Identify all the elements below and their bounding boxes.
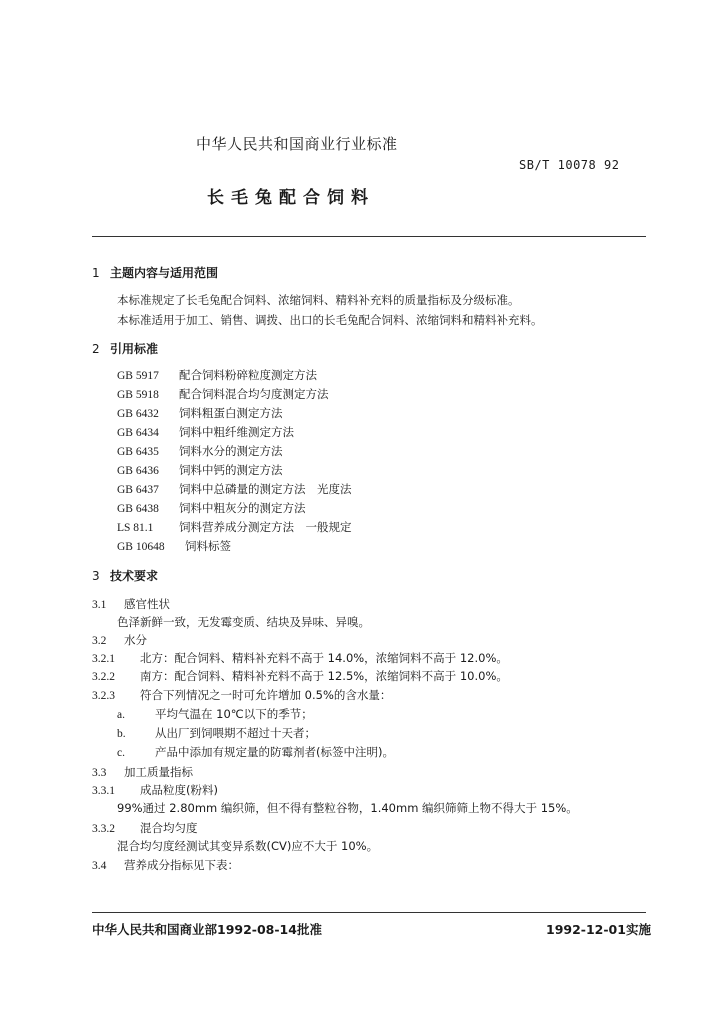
- clause-number: 3.3.2: [92, 823, 115, 835]
- clause-title: 营养成分指标见下表：: [124, 858, 239, 872]
- section-2-heading: [92, 340, 158, 357]
- clause-3-2: [92, 632, 147, 648]
- clause-number: 3.2: [92, 635, 107, 647]
- clause-number: 3.3: [92, 767, 107, 779]
- list-letter: c.: [117, 747, 125, 759]
- reference-name: 饲料中粗纤维测定方法: [179, 425, 294, 439]
- clause-number: 3.3.1: [92, 785, 115, 797]
- section-title: 主题内容与适用范围: [110, 266, 219, 280]
- clause-3-4: [92, 857, 239, 873]
- reference-code: GB 6435: [117, 446, 159, 458]
- reference-item: [117, 462, 283, 478]
- clause-3-2-2: [92, 668, 508, 684]
- list-letter: a.: [117, 709, 125, 721]
- clause-text: 符合下列情况之一时可允许增加 0.5%的含水量：: [140, 688, 392, 702]
- clause-3-3-1: [92, 782, 218, 798]
- reference-item: [117, 500, 306, 516]
- top-divider: [92, 236, 646, 237]
- clause-title: 加工质量指标: [124, 765, 193, 779]
- list-letter: b.: [117, 728, 126, 740]
- reference-name: 饲料中总磷量的测定方法 光度法: [179, 482, 352, 496]
- clause-3-3: [92, 764, 193, 780]
- clause-3-1-text: 色泽新鲜一致，无发霉变质、结块及异味、异嗅。: [117, 615, 370, 629]
- reference-item: [117, 519, 352, 535]
- section-number: 2: [92, 342, 100, 356]
- reference-name: 配合饲料粉碎粒度测定方法: [179, 368, 317, 382]
- reference-code: GB 5918: [117, 389, 159, 401]
- clause-title: 水分: [124, 633, 147, 647]
- reference-item: [117, 386, 329, 402]
- list-item: [117, 725, 316, 741]
- reference-name: 饲料水分的测定方法: [179, 444, 283, 458]
- section-1-para-2: 本标准适用于加工、销售、调拨、出口的长毛兔配合饲料、浓缩饲料和精料补充料。: [117, 313, 543, 327]
- reference-item: [117, 405, 283, 421]
- clause-3-3-2: [92, 820, 198, 836]
- clause-text: 北方：配合饲料、精料补充料不高于 14.0%，浓缩饲料不高于 12.0%。: [140, 651, 508, 665]
- reference-item: [117, 481, 352, 497]
- reference-name: 饲料营养成分测定方法 一般规定: [179, 520, 352, 534]
- clause-number: 3.2.3: [92, 690, 115, 702]
- list-text: 产品中添加有规定量的防霉剂者(标签中注明)。: [155, 745, 394, 759]
- standard-number: SB/T 10078 92: [519, 158, 620, 172]
- section-title: 引用标准: [110, 342, 159, 356]
- section-1-para-1: 本标准规定了长毛兔配合饲料、浓缩饲料、精料补充料的质量指标及分级标准。: [117, 293, 520, 307]
- reference-name: 饲料粗蛋白测定方法: [179, 406, 283, 420]
- reference-name: 饲料中粗灰分的测定方法: [179, 501, 306, 515]
- effective-date: 1992-12-01实施: [546, 922, 651, 937]
- reference-code: GB 6436: [117, 465, 159, 477]
- reference-code: LS 81.1: [117, 522, 154, 534]
- clause-title: 混合均匀度: [140, 821, 198, 835]
- reference-code: GB 6438: [117, 503, 159, 515]
- section-number: 1: [92, 266, 100, 280]
- clause-3-3-1-text: 99%通过 2.80mm 编织筛，但不得有整粒谷物，1.40mm 编织筛筛上物不得大于 15%。: [117, 801, 578, 815]
- reference-item: [117, 443, 283, 459]
- standard-org-title: 中华人民共和国商业行业标准: [196, 135, 398, 153]
- clause-title: 成品粒度(粉料): [140, 783, 218, 797]
- bottom-divider: [92, 912, 646, 913]
- reference-name: 饲料标签: [185, 539, 231, 553]
- clause-number: 3.1: [92, 599, 107, 611]
- clause-3-2-1: [92, 650, 508, 666]
- clause-number: 3.2.1: [92, 653, 115, 665]
- section-title: 技术要求: [110, 569, 159, 583]
- list-item: [117, 744, 394, 760]
- clause-number: 3.2.2: [92, 671, 115, 683]
- clause-3-2-3: [92, 687, 391, 703]
- reference-code: GB 10648: [117, 541, 165, 553]
- clause-3-3-2-text: 混合均匀度经测试其变异系数(CV)应不大于 10%。: [117, 839, 379, 853]
- clause-title: 感官性状: [124, 597, 170, 611]
- reference-name: 配合饲料混合均匀度测定方法: [179, 387, 329, 401]
- list-text: 平均气温在 10℃以下的季节；: [155, 707, 313, 721]
- list-text: 从出厂到饲喂期不超过十天者；: [155, 726, 316, 740]
- clause-number: 3.4: [92, 860, 107, 872]
- reference-code: GB 6432: [117, 408, 159, 420]
- document-title: 长毛兔配合饲料: [207, 188, 375, 208]
- clause-text: 南方：配合饲料、精料补充料不高于 12.5%，浓缩饲料不高于 10.0%。: [140, 669, 508, 683]
- reference-item: [117, 538, 231, 554]
- reference-code: GB 6437: [117, 484, 159, 496]
- clause-3-1: [92, 596, 170, 612]
- reference-item: [117, 367, 317, 383]
- section-1-heading: [92, 264, 218, 281]
- approval-line: 中华人民共和国商业部1992-08-14批准: [92, 922, 322, 937]
- reference-code: GB 5917: [117, 370, 159, 382]
- reference-item: [117, 424, 294, 440]
- section-3-heading: [92, 567, 158, 584]
- list-item: [117, 706, 313, 722]
- section-number: 3: [92, 569, 100, 583]
- reference-name: 饲料中钙的测定方法: [179, 463, 283, 477]
- reference-code: GB 6434: [117, 427, 159, 439]
